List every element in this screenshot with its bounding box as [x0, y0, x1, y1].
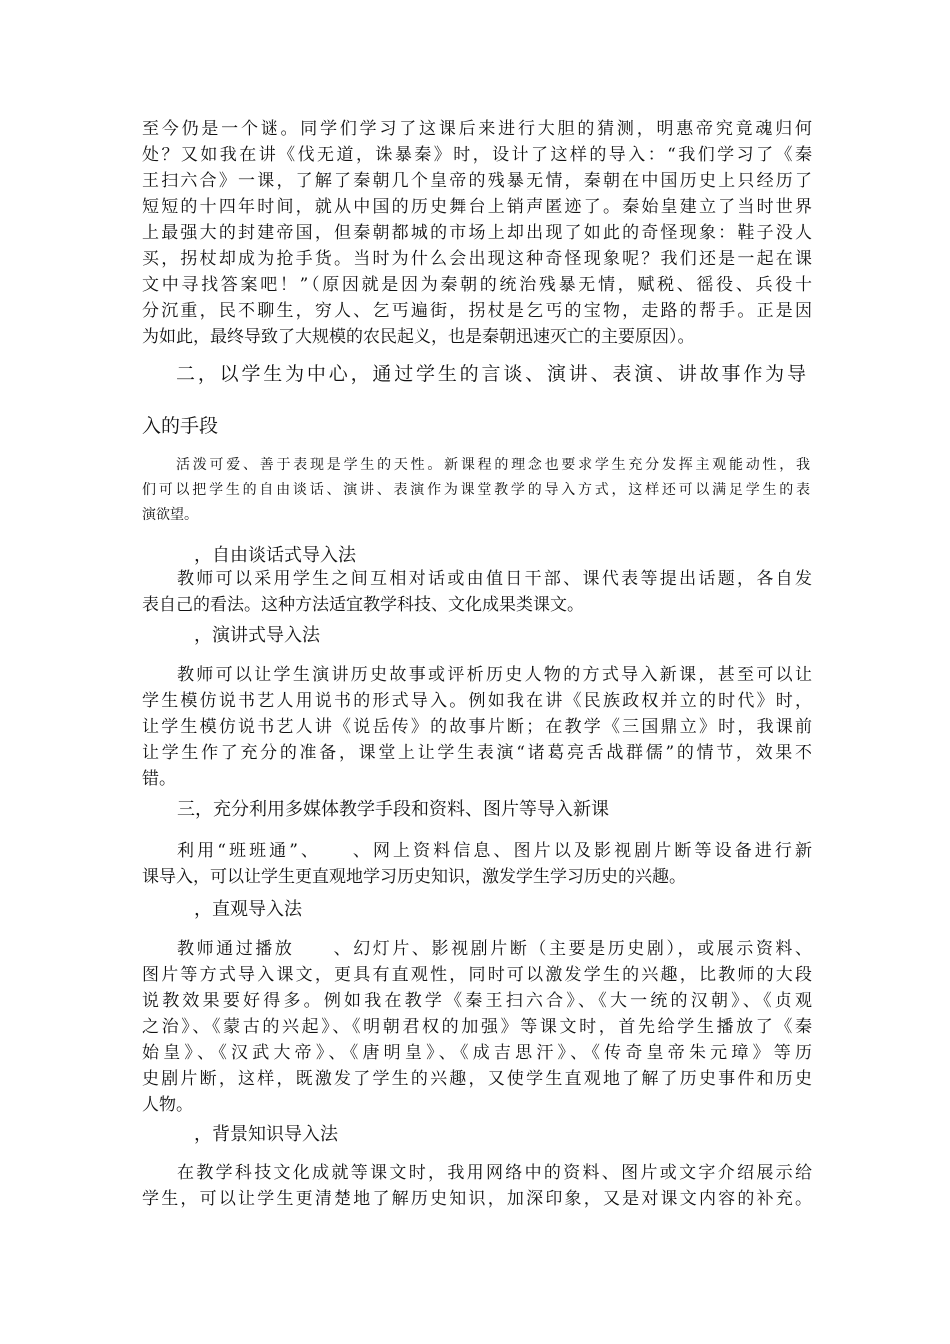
sub-heading: ，直观导入法: [194, 899, 302, 920]
body-text-line: 分沉重，民不聊生，穷人、乞丐遍街，拐杖是乞丐的宝物，走路的帮手。正是因: [142, 301, 812, 321]
body-text-line: 始皇》、《汉武大帝》、《唐明皇》、《成吉思汗》、《传奇皇帝朱元璋》等历: [142, 1043, 812, 1063]
section-heading: 三，充分利用多媒体教学手段和资料、图片等导入新课: [177, 799, 609, 820]
body-text-line: 上最强大的封建帝国，但秦朝都城的市场上却出现了如此的奇怪现象：鞋子没人: [142, 223, 812, 243]
body-text-line: 错。: [142, 769, 176, 789]
body-text-line: 活泼可爱、善于表现是学生的天性。新课程的理念也要求学生充分发挥主观能动性，我: [176, 457, 810, 473]
body-text-line: 学生模仿说书艺人用说书的形式导入。例如我在讲《民族政权并立的时代》时，: [142, 691, 812, 711]
sub-heading: ，演讲式导入法: [194, 625, 320, 646]
body-text-line: 们可以把学生的自由谈话、演讲、表演作为课堂教学的导入方式，这样还可以满足学生的表: [142, 482, 810, 498]
body-text-line: 王扫六合》一课，了解了秦朝几个皇帝的残暴无情，秦朝在中国历史上只经历了: [142, 171, 812, 191]
body-text-line: 让学生作了充分的准备，课堂上让学生表演“诸葛亮舌战群儒”的情节，效果不: [142, 743, 812, 763]
body-text-line: 处？又如我在讲《伐无道，诛暴秦》时，设计了这样的导入：“我们学习了《秦: [142, 145, 812, 165]
body-text-line: 让学生模仿说书艺人讲《说岳传》的故事片断；在教学《三国鼎立》时，我课前: [142, 717, 812, 737]
body-text-line: 史剧片断，这样，既激发了学生的兴趣，又使学生直观地了解了历史事件和历史: [142, 1069, 812, 1089]
body-text-line: 买，拐杖却成为抢手货。当时为什么会出现这种奇怪现象呢？我们还是一起在课: [142, 249, 812, 269]
body-text-line: 文中寻找答案吧！”（原因就是因为秦朝的统治残暴无情，赋税、徭役、兵役十: [142, 275, 812, 295]
sub-heading: ，自由谈话式导入法: [194, 545, 356, 566]
body-text-line: 学生，可以让学生更清楚地了解历史知识，加深印象，又是对课文内容的补充。: [142, 1189, 812, 1209]
body-text-line: 教师可以采用学生之间互相对话或由值日干部、课代表等提出话题，各自发: [177, 569, 812, 589]
body-text-line: 表自己的看法。这种方法适宜教学科技、文化成果类课文。: [142, 595, 584, 615]
section-heading: 入的手段: [142, 415, 219, 437]
body-text-line: 在教学科技文化成就等课文时，我用网络中的资料、图片或文字介绍展示给: [177, 1163, 812, 1183]
body-text-line: 短短的十四年时间，就从中国的历史舞台上销声匿迹了。秦始皇建立了当时世界: [142, 197, 812, 217]
body-text-line: 之治》、《蒙古的兴起》、《明朝君权的加强》等课文时，首先给学生播放了《秦: [142, 1017, 812, 1037]
body-text-line: 利用“班班通”、 、网上资料信息、图片以及影视剧片断等设备进行新: [177, 841, 812, 861]
body-text-line: 课导入，可以让学生更直观地学习历史知识，激发学生学习历史的兴趣。: [142, 867, 686, 887]
body-text-line: 至今仍是一个谜。同学们学习了这课后来进行大胆的猜测，明惠帝究竟魂归何: [142, 119, 812, 139]
body-text-line: 为如此，最终导致了大规模的农民起义，也是秦朝迅速灭亡的主要原因）。: [142, 327, 695, 347]
body-text-line: 演欲望。: [142, 507, 198, 523]
body-text-line: 人物。: [142, 1095, 193, 1115]
body-text-line: 教师通过播放 、幻灯片、影视剧片断（主要是历史剧），或展示资料、: [177, 939, 812, 959]
body-text-line: 图片等方式导入课文，更具有直观性，同时可以激发学生的兴趣，比教师的大段: [142, 965, 812, 985]
body-text-line: 说教效果要好得多。例如我在教学《秦王扫六合》、《大一统的汉朝》、《贞观: [142, 991, 812, 1011]
body-text-line: 教师可以让学生演讲历史故事或评析历史人物的方式导入新课，甚至可以让: [177, 665, 812, 685]
sub-heading: ，背景知识导入法: [194, 1124, 338, 1145]
section-heading: 二，以学生为中心，通过学生的言谈、演讲、表演、讲故事作为导: [176, 363, 806, 385]
